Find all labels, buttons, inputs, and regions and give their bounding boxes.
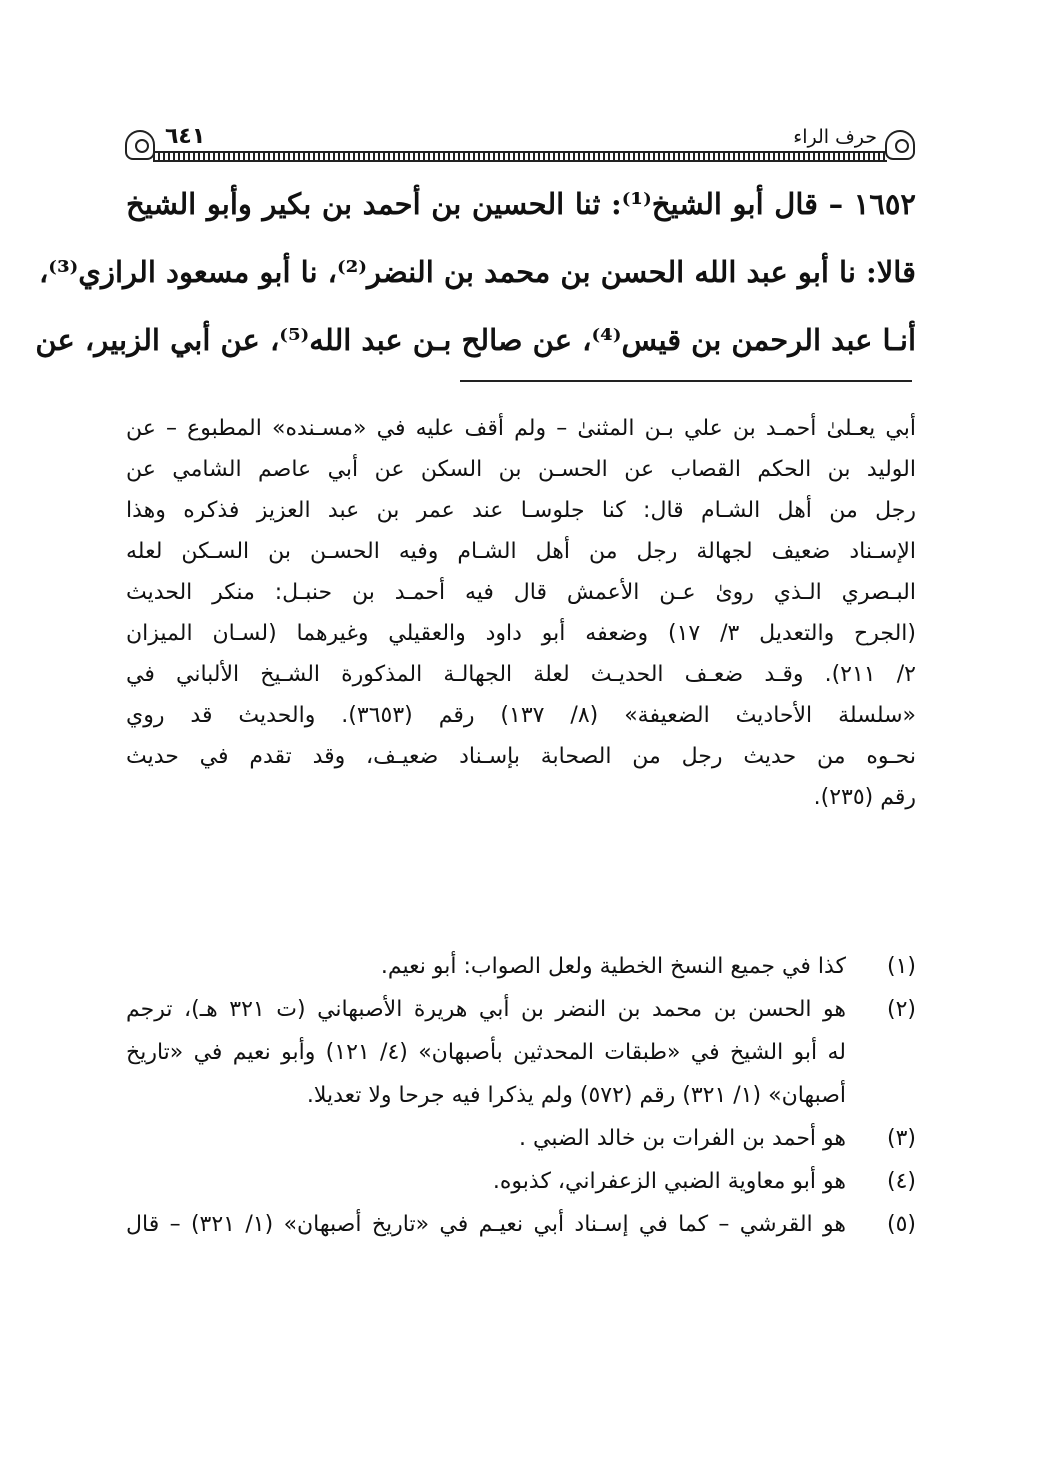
commentary-block [126, 408, 916, 818]
commentary-line: (الجرح والتعديل ٣/ ١٧) وضعفه أبو داود والعقيلي وغيرهما (لسـان الميزان [126, 621, 916, 646]
footnote-number: (١) [886, 954, 916, 979]
commentary-line: ٢/ ٢١١). وقـد ضعـف الحديـث لعلة الجهالـة المذكورة الشـيخ الألباني في [126, 662, 916, 687]
footnote-number: (٣) [886, 1126, 916, 1151]
footnote-line: كذا في جميع النسخ الخطية ولعل الصواب: أبو نعيم. [380, 954, 846, 979]
footnotes [126, 945, 916, 1246]
footnote-number: (٤) [886, 1169, 916, 1194]
main-line: ١٦٥٢ – قال أبو الشيخ⁽¹⁾: ثنا الحسين بن أحمد بن بكير وأبو الشيخ [126, 187, 916, 221]
commentary-line: رقم (٢٣٥). [813, 785, 916, 810]
footnote-line: له أبو الشيخ في «طبقات المحدثين بأصبهان» (٤/ ١٢١) وأبو نعيم في «تاريخ [126, 1040, 846, 1065]
commentary-line: الوليد بن الحكم القصاب عن الحسـن بن السكن عن أبي عاصم الشامي عن [126, 457, 916, 482]
commentary-line: البـصري الـذي روىٰ عـن الأعمش قال فيه أحمـد بن حنبـل: منكر الحديث [126, 580, 916, 605]
ornament-left-icon [125, 130, 155, 160]
footnote [126, 1117, 916, 1160]
footnote [126, 945, 916, 988]
footnote-line: هو الحسن بن محمد بن النضر بن أبي هريرة الأصبهاني (ت ٣٢١ هـ)، ترجم [126, 997, 846, 1022]
commentary-line: نحـوه من حديث رجل من الصحابة بإسـناد ضعيـف، وقد تقدم في حديث [126, 744, 916, 769]
ornament-right-icon [885, 130, 915, 160]
footnote [126, 988, 916, 1117]
commentary-line: الإسـناد ضعيف لجهالة رجل من أهل الشـام وفيه الحسـن بن السـكن لعله [126, 539, 916, 564]
commentary-line: رجل من أهل الشـام قال: كنا جلوسـا عند عمر بن عبد العزيز فذكره وهذا [126, 498, 916, 523]
main-line: أنـا عبد الرحمن بن قيس⁽⁴⁾، عن صالح بـن عبد الله⁽⁵⁾، عن أبي الزبير، عن [35, 323, 916, 357]
footnote-line: هو القرشي – كما في إسـناد أبي نعيـم في «تاريخ أصبهان» (١/ ٣٢١) – قال [126, 1212, 846, 1237]
commentary-line: أبي يعـلىٰ أحمـد بن علي بـن المثنىٰ – ولم أقف عليه في «مسـنده» المطبوع – عن [126, 416, 916, 441]
footnote-line: هو أحمد بن الفرات بن خالد الضبي . [519, 1126, 846, 1151]
footnote-separator [460, 380, 912, 382]
page-header [125, 116, 915, 164]
header-rule [153, 151, 887, 162]
footnote-number: (٥) [886, 1212, 916, 1237]
footnote-line: هو أبو معاوية الضبي الزعفراني، كذبوه. [492, 1169, 846, 1194]
footnote [126, 1160, 916, 1203]
page-number: ٦٤١ [165, 124, 206, 149]
footnote-line: أصبهان» (١/ ٣٢١) رقم (٥٧٢) ولم يذكرا فيه جرحا ولا تعديلا. [306, 1083, 846, 1108]
footnote-number: (٢) [886, 997, 916, 1022]
running-title: حرف الراء [793, 126, 877, 148]
footnote [126, 1203, 916, 1246]
main-text [35, 170, 916, 374]
main-line: قالا: نا أبو عبد الله الحسن بن محمد بن النضر⁽²⁾، نا أبو مسعود الرازي⁽³⁾، [38, 255, 916, 289]
commentary-line: «سلسلة الأحاديث الضعيفة» (٨/ ١٣٧) رقم (٣٦٥٣). والحديث قد روي [126, 703, 917, 728]
